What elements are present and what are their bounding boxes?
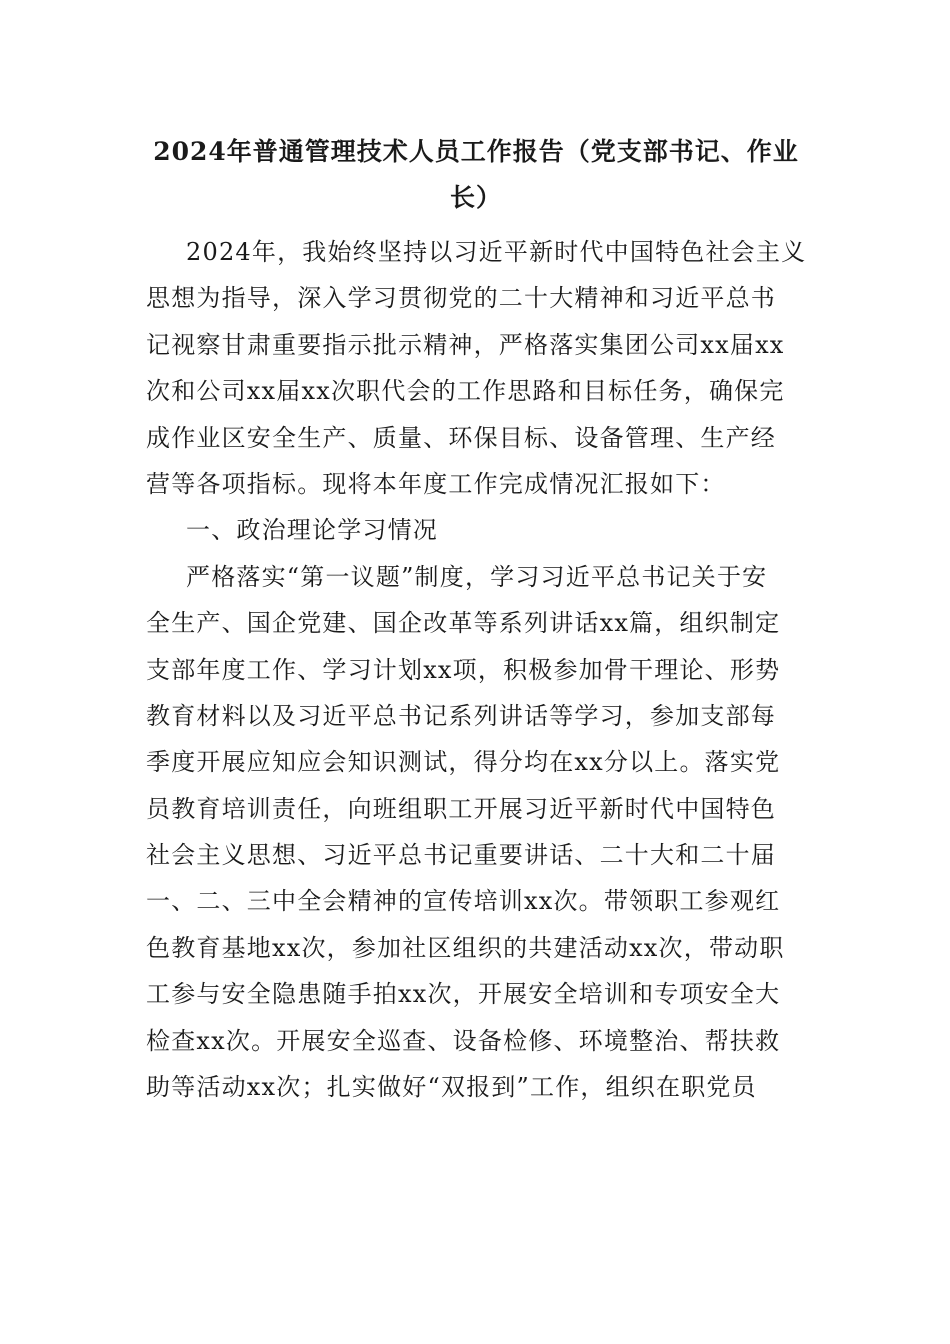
body-line: 严格落实“第一议题”制度，学习习近平总书记关于安 <box>186 562 768 591</box>
body-line: 记视察甘肃重要指示批示精神，严格落实集团公司xx届xx <box>146 330 785 359</box>
body-line: 助等活动xx次；扎实做好“双报到”工作，组织在职党员 <box>146 1073 757 1102</box>
document-title <box>146 129 806 221</box>
body-line: 季度开展应知应会知识测试，得分均在xx分以上。落实党 <box>146 748 781 777</box>
body-line: 成作业区安全生产、质量、环保目标、设备管理、生产经 <box>146 423 776 452</box>
body-line: 教育材料以及习近平总书记系列讲话等学习，参加支部每 <box>146 701 776 730</box>
title-line-1: 2024年普通管理技术人员工作报告（党支部书记、作业 <box>153 137 799 166</box>
body-line: 色教育基地xx次，参加社区组织的共建活动xx次，带动职 <box>146 933 785 962</box>
title-line-2: 长） <box>449 183 502 212</box>
body-line: 一、二、三中全会精神的宣传培训xx次。带领职工参观红 <box>146 887 781 916</box>
body-line: 员教育培训责任，向班组职工开展习近平新时代中国特色 <box>146 794 776 823</box>
body-line: 思想为指导，深入学习贯彻党的二十大精神和习近平总书 <box>146 284 776 313</box>
body-line: 全生产、国企党建、国企改革等系列讲话xx篇，组织制定 <box>146 609 781 638</box>
body-line: 支部年度工作、学习计划xx项，积极参加骨干理论、形势 <box>146 655 781 684</box>
body-line: 次和公司xx届xx次职代会的工作思路和目标任务，确保完 <box>146 377 785 406</box>
body-line: 2024年，我始终坚持以习近平新时代中国特色社会主义 <box>186 238 807 266</box>
section-heading: 一、政治理论学习情况 <box>186 516 438 545</box>
body-line: 检查xx次。开展安全巡查、设备检修、环境整治、帮扶救 <box>146 1026 781 1055</box>
body-line: 社会主义思想、习近平总书记重要讲话、二十大和二十届 <box>146 841 776 870</box>
document-body <box>146 229 806 1110</box>
body-line: 工参与安全隐患随手拍xx次，开展安全培训和专项安全大 <box>146 980 781 1009</box>
body-line: 营等各项指标。现将本年度工作完成情况汇报如下： <box>146 469 726 498</box>
